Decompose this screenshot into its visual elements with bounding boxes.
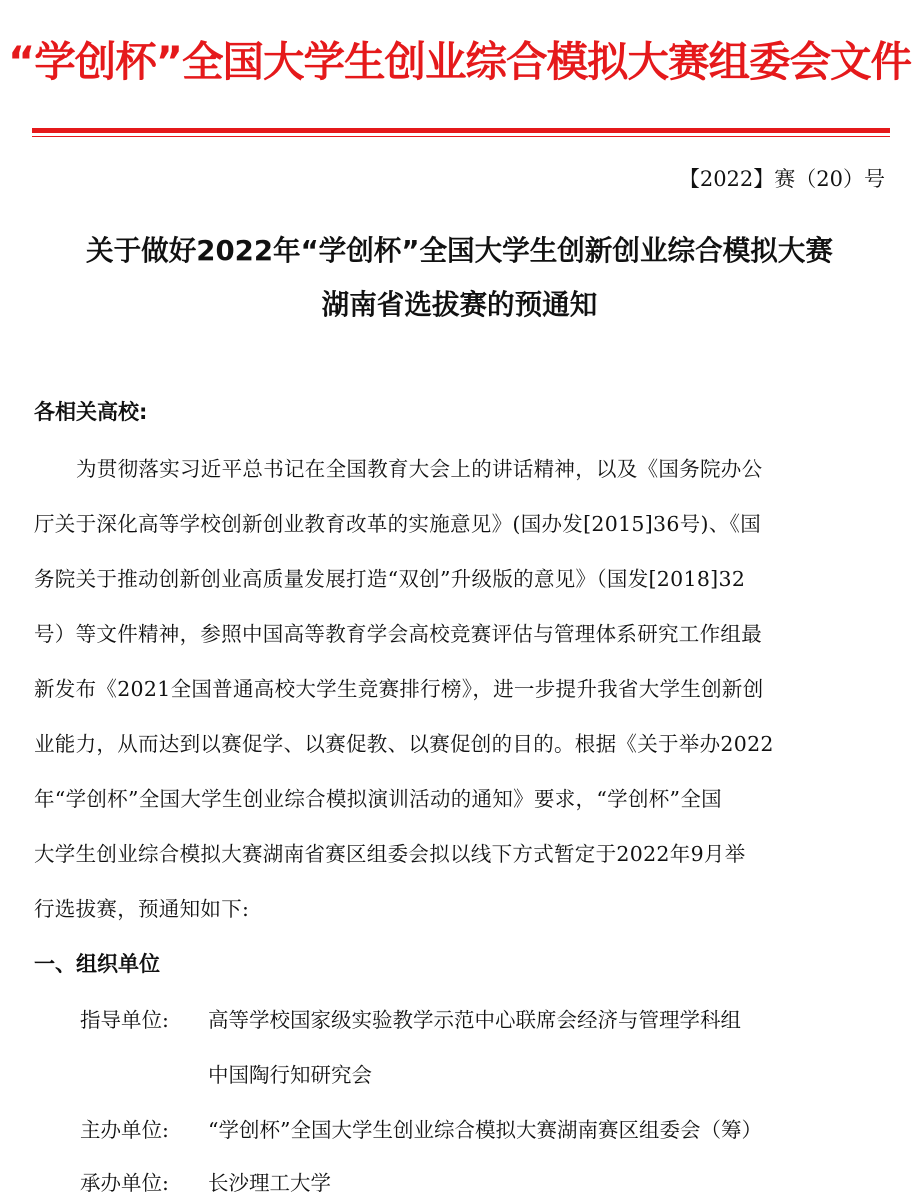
body-line: 新发布《2021全国普通高校大学生竞赛排行榜》，进一步提升我省大学生创新创 [34, 677, 764, 701]
guide-unit-value: 中国陶行知研究会 [208, 1063, 372, 1087]
header-red-rule-thin [32, 136, 890, 137]
body-line: 务院关于推动创新创业高质量发展打造“双创”升级版的意见》（国发[2018]32 [34, 567, 746, 591]
document-number: 【2022】赛（20）号 [678, 167, 885, 191]
header-red-rule-thick [32, 128, 890, 133]
body-line: 大学生创业综合模拟大赛湖南省赛区组委会拟以线下方式暂定于2022年9月举 [34, 842, 746, 866]
document-title-line-2: 湖南省选拔赛的预通知 [321, 288, 598, 321]
salutation: 各相关高校: [34, 400, 148, 424]
body-line: 号）等文件精神，参照中国高等教育学会高校竞赛评估与管理体系研究工作组最 [34, 622, 762, 646]
guide-unit-label: 指导单位: [80, 1008, 169, 1032]
body-line: 业能力，从而达到以赛促学、以赛促教、以赛促创的目的。根据《关于举办2022 [34, 732, 774, 756]
body-line: 为贯彻落实习近平总书记在全国教育大会上的讲话精神，以及《国务院办公 [76, 457, 763, 481]
host-unit-value: “学创杯”全国大学生创业综合模拟大赛湖南赛区组委会（筹） [208, 1118, 762, 1142]
body-line: 行选拔赛，预通知如下: [34, 897, 250, 921]
organizer-unit-label: 承办单位: [80, 1171, 169, 1195]
body-line: 年“学创杯”全国大学生创业综合模拟演训活动的通知》要求，“学创杯”全国 [34, 787, 722, 811]
document-title-line-1: 关于做好2022年“学创杯”全国大学生创新创业综合模拟大赛 [86, 234, 833, 267]
document-header-title: “学创杯”全国大学生创业综合模拟大赛组委会文件 [7, 37, 912, 86]
body-line: 厅关于深化高等学校创新创业教育改革的实施意见》(国办发[2015]36号)、《国 [34, 512, 761, 536]
host-unit-label: 主办单位: [80, 1118, 169, 1142]
guide-unit-value: 高等学校国家级实验教学示范中心联席会经济与管理学科组 [208, 1008, 741, 1032]
section-heading-organizers: 一、组织单位 [34, 952, 160, 976]
organizer-unit-value: 长沙理工大学 [208, 1171, 331, 1195]
